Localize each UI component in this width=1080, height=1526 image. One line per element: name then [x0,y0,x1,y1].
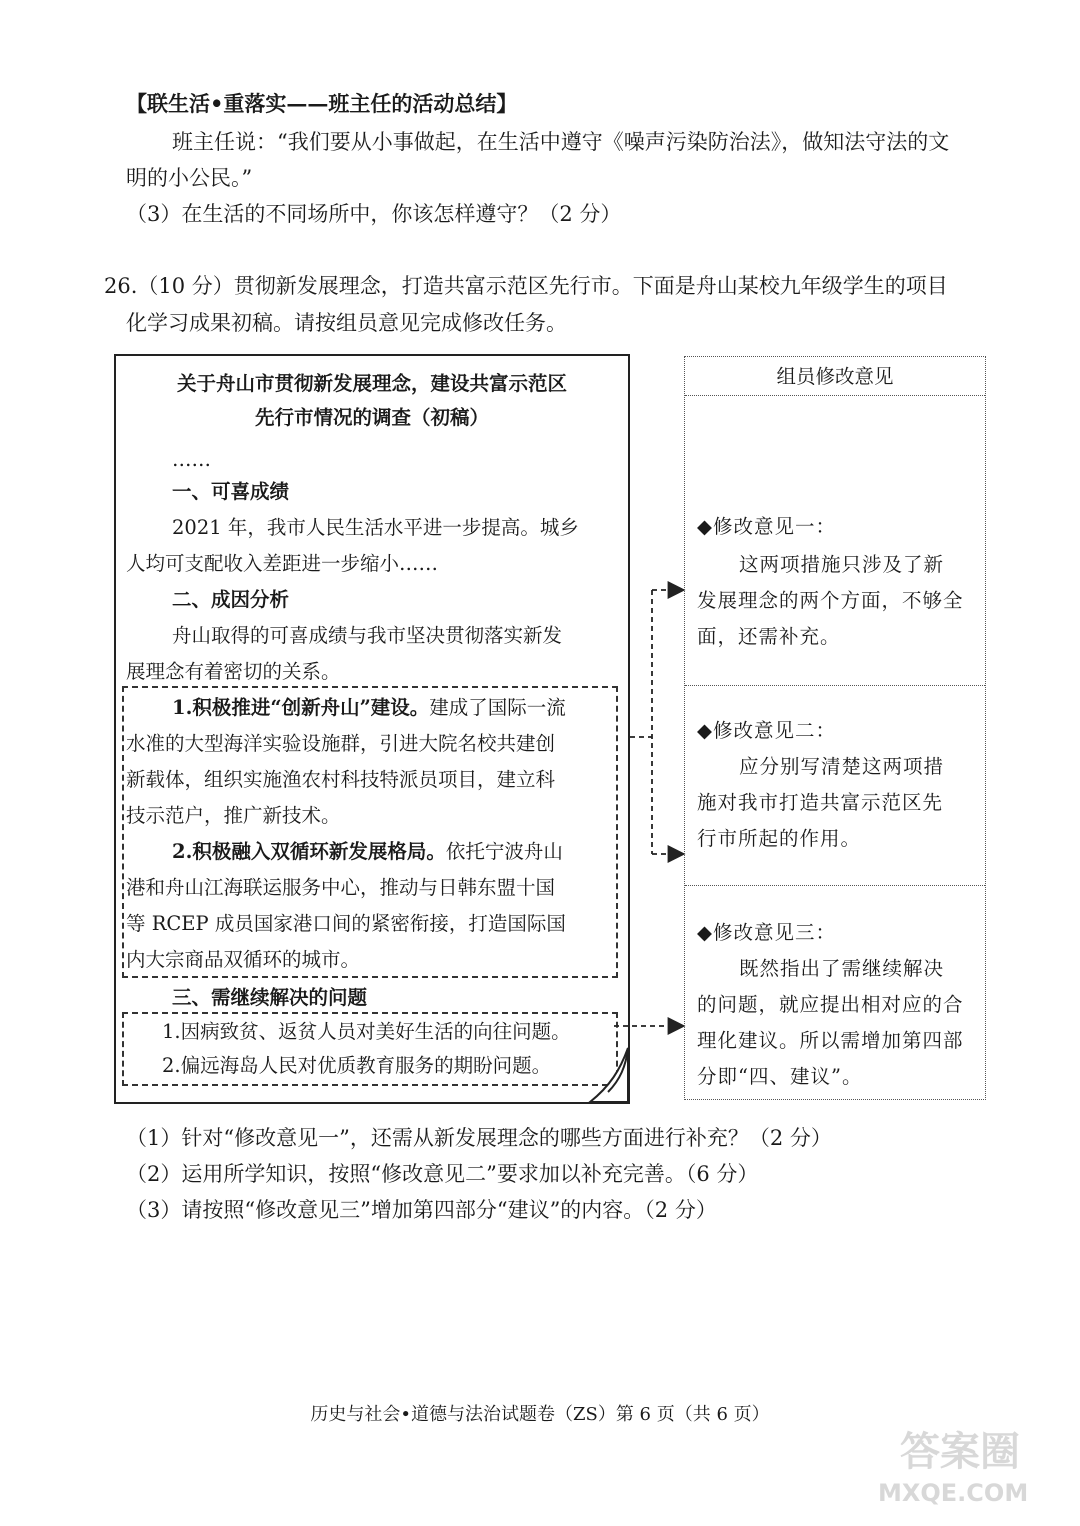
q26-intro-line-2: 化学习成果初稿。请按组员意见完成修改任务。 [126,311,567,335]
item-1-line-4: 技示范户，推广新技术。 [126,804,341,827]
draft-document-box [114,354,630,1104]
section-2-line-1: 舟山取得的可喜成绩与我市坚决贯彻落实新发 [172,624,563,647]
question-3: （3）请按照“修改意见三”增加第四部分“建议”的内容。（2 分） [126,1198,717,1222]
draft-title-line-1: 关于舟山市贯彻新发展理念，建设共富示范区 [176,372,567,395]
page-curl-icon [586,1046,630,1104]
question-1: （1）针对“修改意见一”，还需从新发展理念的哪些方面进行补充？（2 分） [126,1126,832,1150]
opinion-1-title: ◆修改意见一： [697,515,836,538]
section-1-line-2: 人均可支配收入差距进一步缩小…… [126,552,439,575]
opinion-2-line-3: 行市所起的作用。 [697,827,862,850]
item-2-line-4: 内大宗商品双循环的城市。 [126,948,361,971]
section-1-heading: 一、可喜成绩 [172,480,290,503]
item-2-line-1 [172,834,563,870]
section-2-line-2: 展理念有着密切的关系。 [126,660,341,683]
item-1-line-1-rest: 建成了国际一流 [429,696,566,719]
opinion-divider-1 [685,685,985,686]
item-1-line-3: 新载体，组织实施渔农村科技特派员项目，建立科 [126,768,556,791]
opinion-3-line-1: 既然指出了需继续解决 [739,957,945,980]
question-2: （2）运用所学知识，按照“修改意见二”要求加以补充完善。（6 分） [126,1162,759,1186]
opinion-1-line-3: 面，还需补充。 [697,625,841,648]
section-1-line-1: 2021 年，我市人民生活水平进一步提高。城乡 [172,516,579,539]
page-footer: 历史与社会•道德与法治试题卷（ZS）第 6 页（共 6 页） [310,1404,770,1425]
item-1-line-1 [172,690,566,726]
quote-line-1: 班主任说：“我们要从小事做起，在生活中遵守《噪声污染防治法》，做知法守法的文 [172,130,950,154]
q26-intro-line-1: 26.（10 分）贯彻新发展理念，打造共富示范区先行市。下面是舟山某校九年级学生的项目 [104,274,948,298]
quote-line-2: 明的小公民。” [126,166,253,190]
opinion-3-line-4: 分即“四、建议”。 [697,1065,863,1088]
section-3-heading: 三、需继续解决的问题 [172,986,368,1009]
item-1-title: 1.积极推进“创新舟山”建设。 [172,696,430,719]
watermark-url: MXQE.COM [878,1479,1029,1507]
opinion-1-line-2: 发展理念的两个方面，不够全 [697,589,964,612]
opinions-box [684,356,986,1100]
watermark-logo: 答案圈 [900,1429,1020,1475]
draft-ellipsis: …… [172,448,211,471]
item-2-line-3: 等 RCEP 成员国家港口间的紧密衔接，打造国际国 [126,912,566,935]
opinions-header-divider [685,395,985,396]
draft-title-line-2: 先行市情况的调查（初稿） [254,406,489,429]
section-heading: 【联生活•重落实——班主任的活动总结】 [126,91,518,116]
opinion-2-line-1: 应分别写清楚这两项措 [739,755,945,778]
opinion-3-title: ◆修改意见三： [697,921,836,944]
section-2-heading: 二、成因分析 [172,588,290,611]
opinion-1-line-1: 这两项措施只涉及了新 [739,553,945,576]
opinion-2-title: ◆修改意见二： [697,719,836,742]
item-2-line-2: 港和舟山江海联运服务中心，推动与日韩东盟十国 [126,876,556,899]
item-2-line-1-rest: 依托宁波舟山 [445,840,563,863]
item-2-title: 2.积极融入双循环新发展格局。 [172,840,446,863]
question-3-top: （3）在生活的不同场所中，你该怎样遵守？（2 分） [126,202,622,226]
opinion-2-line-2: 施对我市打造共富示范区先 [697,791,944,814]
problem-1: 1.因病致贫、返贫人员对美好生活的向往问题。 [162,1020,571,1043]
opinions-header: 组员修改意见 [776,365,894,388]
item-1-line-2: 水准的大型海洋实验设施群，引进大院名校共建创 [126,732,556,755]
connector-arrows [600,570,690,1040]
opinion-3-line-2: 的问题，就应提出相对应的合 [697,993,964,1016]
opinion-divider-2 [685,885,985,886]
opinion-3-line-3: 理化建议。所以需增加第四部 [697,1029,964,1052]
problem-2: 2.偏远海岛人民对优质教育服务的期盼问题。 [162,1054,552,1077]
